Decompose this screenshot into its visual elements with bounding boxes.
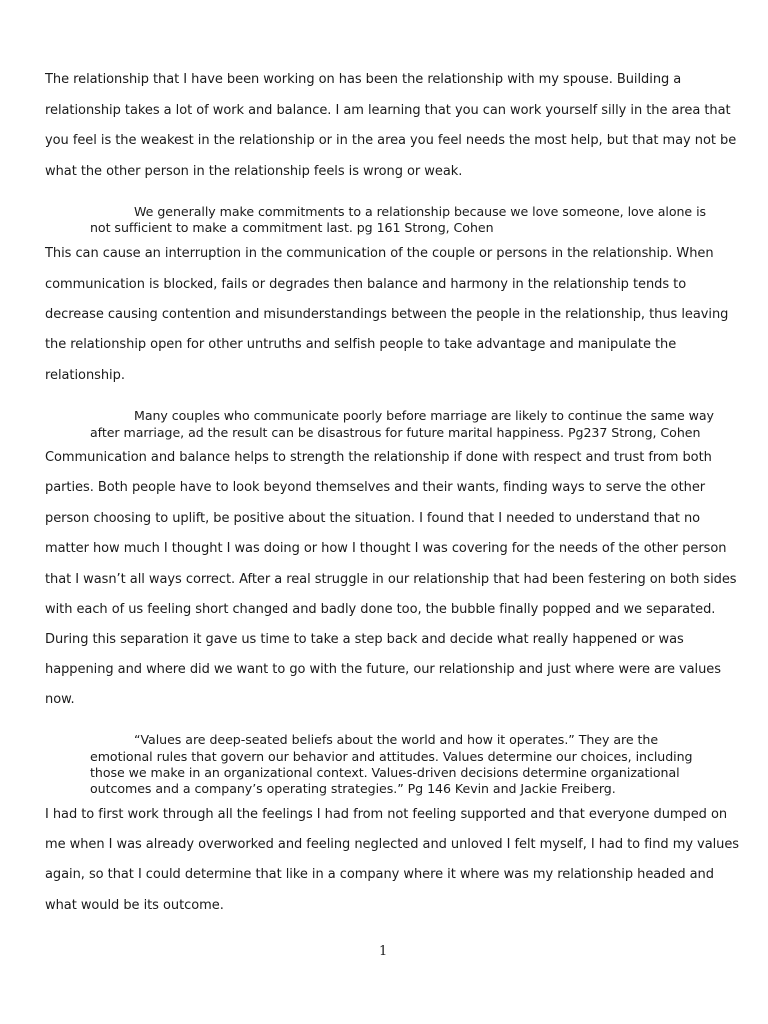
quote-3-line-4: outcomes and a company’s operating strategies.” Pg 146 Kevin and Jackie Freiberg. <box>90 781 616 796</box>
paragraph-1-line-2: relationship takes a lot of work and balance. I am learning that you can work yourself silly in the area that <box>45 103 731 118</box>
quote-2-line-1: Many couples who communicate poorly before marriage are likely to continue the same way <box>134 408 714 423</box>
paragraph-3-line-7: During this separation it gave us time to take a step back and decide what really happened or was <box>45 632 684 647</box>
paragraph-4-line-4: what would be its outcome. <box>45 898 224 913</box>
paragraph-3-line-9: now. <box>45 692 75 707</box>
paragraph-3-line-8: happening and where did we want to go with the future, our relationship and just where were are values <box>45 662 721 677</box>
quote-3-line-1: “Values are deep-seated beliefs about the world and how it operates.” They are the <box>134 732 659 747</box>
quote-1-line-2: not sufficient to make a commitment last. pg 161 Strong, Cohen <box>90 220 494 235</box>
paragraph-3-line-2: parties. Both people have to look beyond themselves and their wants, finding ways to serve the other <box>45 480 706 495</box>
paragraph-1-line-1: The relationship that I have been working on has been the relationship with my spouse. Building a <box>45 72 682 87</box>
paragraph-2-line-2: communication is blocked, fails or degrades then balance and harmony in the relationship tends to <box>45 277 687 292</box>
paragraph-2-line-5: relationship. <box>45 368 125 383</box>
paragraph-4-line-2: me when I was already overworked and feeling neglected and unloved I felt myself, I had to find my values <box>45 837 740 852</box>
paragraph-4-line-3: again, so that I could determine that like in a company where it where was my relationship headed and <box>45 867 714 882</box>
paragraph-3-line-3: person choosing to uplift, be positive about the situation. I found that I needed to understand that no <box>45 511 701 526</box>
quote-3-line-3: those we make in an organizational context. Values-driven decisions determine organizational <box>90 765 680 780</box>
quote-3-line-2: emotional rules that govern our behavior and attitudes. Values determine our choices, including <box>90 749 693 764</box>
paragraph-4-line-1: I had to first work through all the feelings I had from not feeling supported and that everyone dumped on <box>45 807 728 822</box>
paragraph-3-line-4: matter how much I thought I was doing or how I thought I was covering for the needs of the other person <box>45 541 727 556</box>
page-number: 1 <box>379 944 388 959</box>
paragraph-3-line-5: that I wasn’t all ways correct. After a real struggle in our relationship that had been festering on both sides <box>45 572 737 587</box>
paragraph-3-line-6: with each of us feeling short changed and badly done too, the bubble finally popped and we separated. <box>45 602 716 617</box>
paragraph-1-line-3: you feel is the weakest in the relationship or in the area you feel needs the most help, but that may not be <box>45 133 737 148</box>
quote-1-line-1: We generally make commitments to a relationship because we love someone, love alone is <box>134 204 707 219</box>
paragraph-2-line-1: This can cause an interruption in the communication of the couple or persons in the relationship. When <box>45 246 714 261</box>
paragraph-1-line-4: what the other person in the relationship feels is wrong or weak. <box>45 164 463 179</box>
paragraph-2-line-3: decrease causing contention and misunderstandings between the people in the relationship, thus leaving <box>45 307 729 322</box>
paragraph-3-line-1: Communication and balance helps to strength the relationship if done with respect and trust from both <box>45 450 712 465</box>
quote-2-line-2: after marriage, ad the result can be disastrous for future marital happiness. Pg237 Strong, Cohen <box>90 425 701 440</box>
paragraph-2-line-4: the relationship open for other untruths and selfish people to take advantage and manipulate the <box>45 337 677 352</box>
